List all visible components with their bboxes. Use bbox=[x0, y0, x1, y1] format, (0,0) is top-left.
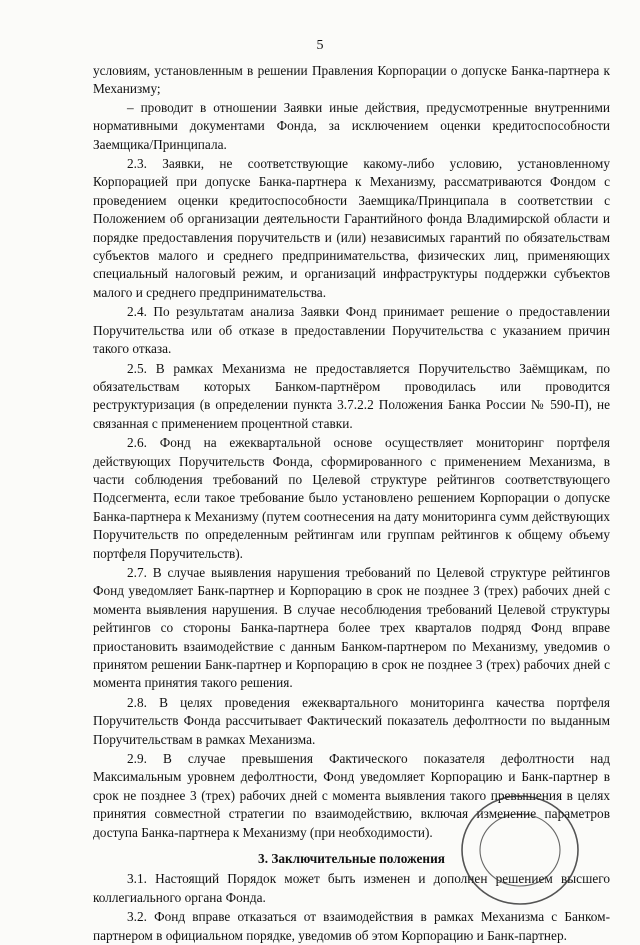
paragraph: – проводит в отношении Заявки иные действия, предусмотренные внутренними нормативными документами Фонда, за исключением оценки кредитоспособности Заемщика/Принципала. bbox=[93, 99, 610, 152]
paragraph: 3.2. Фонд вправе отказаться от взаимодействия в рамках Механизма с Банком-партнером в официальном порядке, уведомив об этом Корпорацию и Банк-партнер. bbox=[93, 909, 610, 943]
paragraph: 2.4. По результатам анализа Заявки Фонд принимает решение о предоставлении Поручительства или об отказе в предоставлении Поручительства с указанием причин такого отказа. bbox=[93, 304, 610, 357]
official-stamp bbox=[455, 788, 585, 906]
paragraph: 2.8. В целях проведения ежеквартального мониторинга качества портфеля Поручительств Фонда рассчитывает Фактический показатель дефолтности по выданным Поручительствам в рамках Механизма. bbox=[93, 694, 610, 747]
paragraph: 2.7. В случае выявления нарушения требований по Целевой структуре рейтингов Фонд уведомляет Банк-партнер и Корпорацию в срок не позднее 3 (трех) рабочих дней с момента выявления нарушения. В случае несоблюдения требований Целевой структуры рейтингов со стороны Банка-партнера более трех кварталов подряд Фонд вправе приостановить взаимодействие с данным Банком-партнером по Механизму, уведомив о принятом решении Банк-партнер и Корпорацию в срок не позднее 3 (трех) рабочих дней с момента принятия такого решения. bbox=[93, 564, 610, 691]
section-heading: 3. Заключительные положения bbox=[258, 851, 445, 867]
paragraph: 3.1. Настоящий Порядок может быть изменен и дополнен решением высшего коллегиального органа Фонда. bbox=[93, 871, 610, 905]
paragraph: 2.5. В рамках Механизма не предоставляется Поручительство Заёмщикам, по обязательствам которых Банком-партнёром проводилась или проводится реструктуризация (в определении пункта 3.7.2.2 Положения Банка России № 590-П), не связанная с применением процентной ставки. bbox=[93, 360, 610, 431]
paragraph: 2.9. В случае превышения Фактического показателя дефолтности над Максимальным уровнем дефолтности, Фонд уведомляет Корпорацию и Банк-партнер в срок не позднее 3 (трех) рабочих дней с момента выявления такого превышения в целях принятия совместной стратегии по взаимодействию, включая изменение параметров доступа Банка-партнера к Механизму (при необходимости). bbox=[93, 751, 610, 840]
paragraph: условиям, установленным в решении Правления Корпорации о допуске Банка-партнера к Механизму; bbox=[93, 63, 610, 97]
page-number: 5 bbox=[316, 38, 324, 53]
paragraph: 2.3. Заявки, не соответствующие какому-либо условию, установленному Корпорацией при допуске Банка-партнера к Механизму, рассматриваются Фондом с проведением оценки кредитоспособности Заемщика/Принципала в соответствии с Положением об организации деятельности Гарантийного фонда Владимирской области и порядке предоставления поручительств и (или) независимых гарантий по обязательствам субъектов малого и среднего предпринимательства, физических лиц, применяющих специальный налоговый режим, и организаций инфраструктуры поддержки субъектов малого и среднего предпринимательства. bbox=[93, 156, 610, 300]
paragraph: 2.6. Фонд на ежеквартальной основе осуществляет мониторинг портфеля действующих Поручительств Фонда, сформированного с применением Механизма, в части соблюдения требований по Целевой структуре рейтингов соответствующего Подсегмента, если такое требование было установлено решением Корпорации о допуске Банка-партнера к Механизму (путем соотнесения на дату мониторинга сумм действующих Поручительств по определенным рейтингам или группам рейтингов к общему объему портфеля Поручительств). bbox=[93, 435, 610, 561]
